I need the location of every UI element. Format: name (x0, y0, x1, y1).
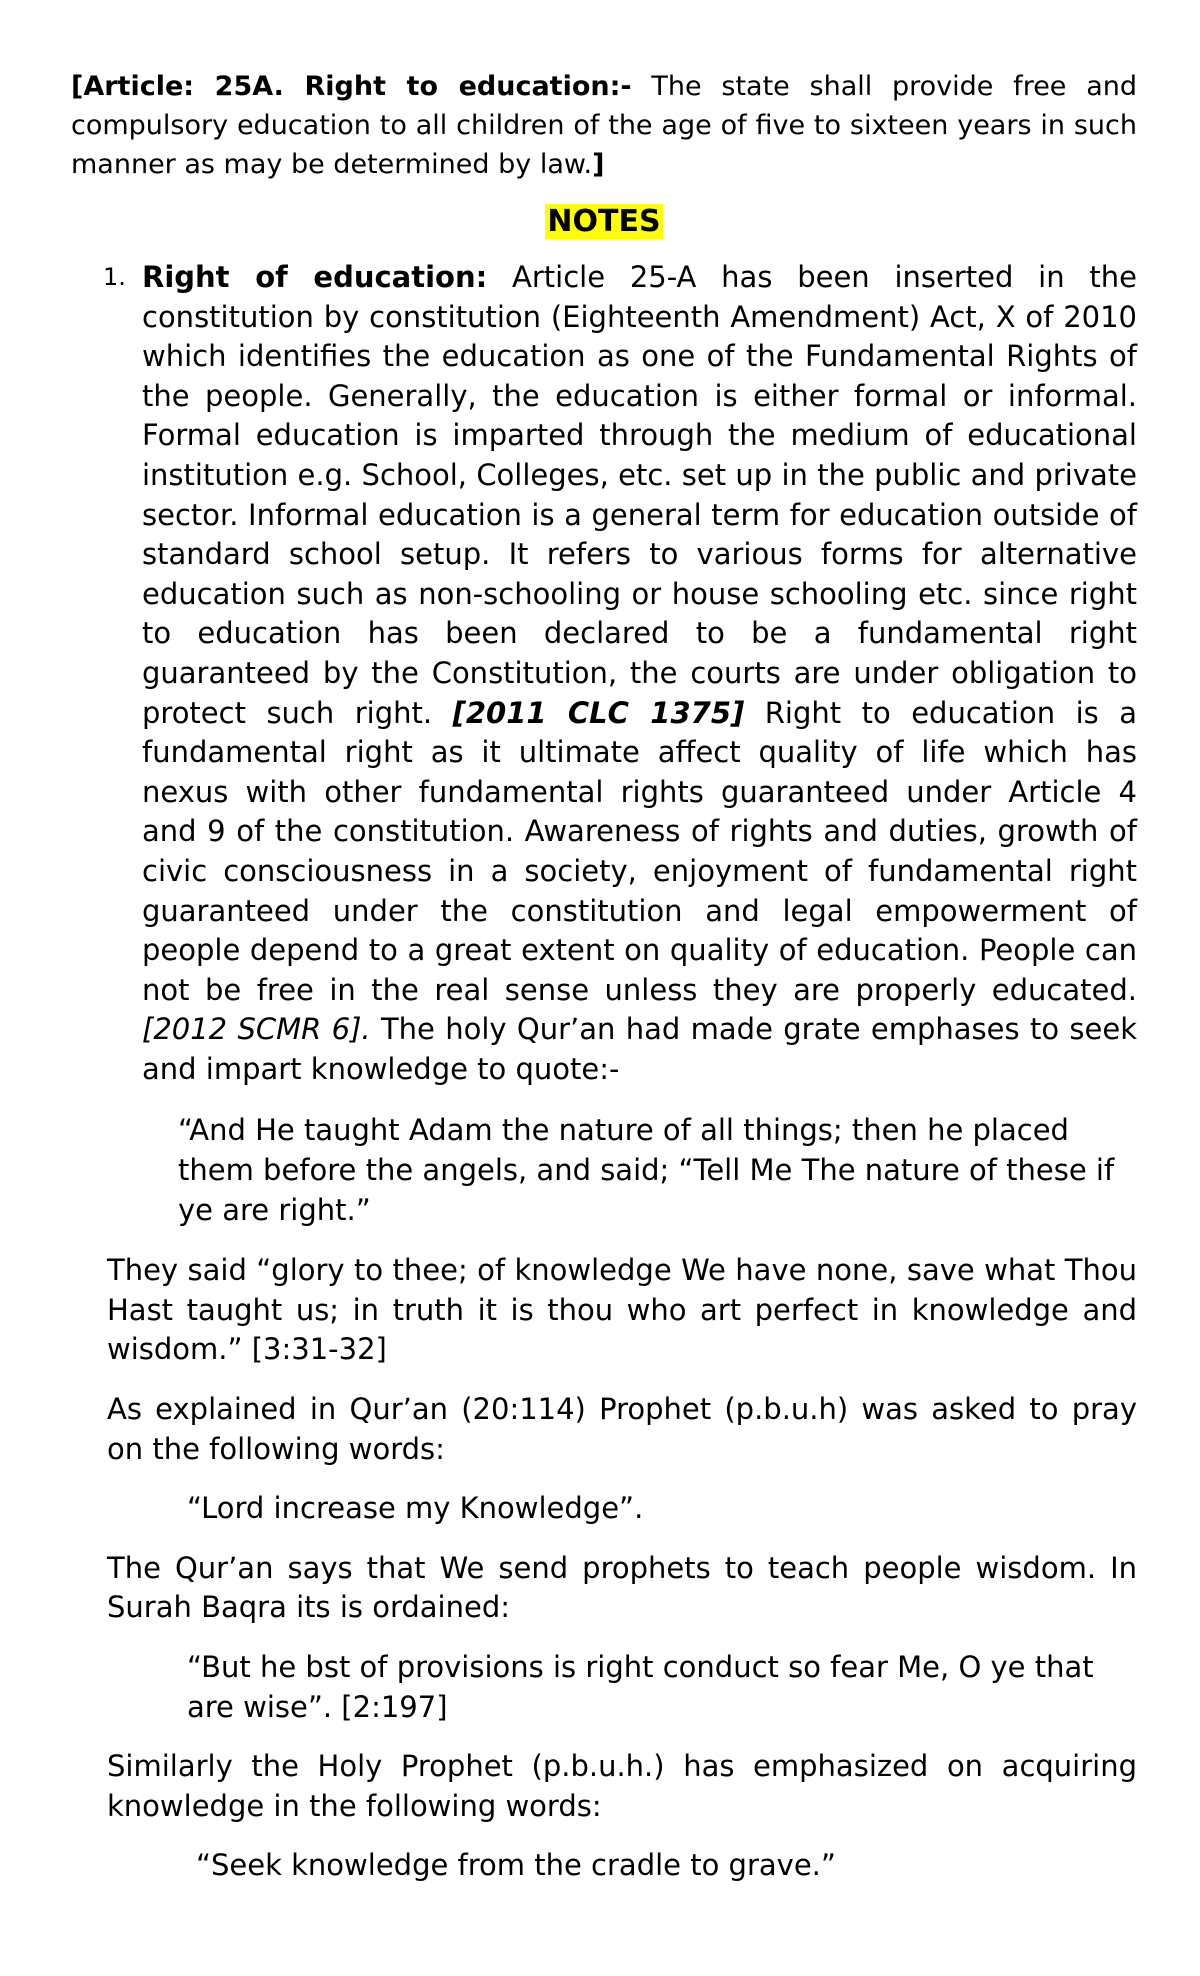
paragraph-holy-prophet: Similarly the Holy Prophet (p.b.u.h.) has emphasized on acquiring knowledge in the following words: (107, 1749, 1137, 1823)
note-text-1: Article 25-A has been inserted in the constitution by constitution (Eighteenth Amendment) Act, X of 2010 which identifies the education as one of the Fundamental Rights of the people. Generally, the education is either formal or informal. Formal education is imparted through the medium of educational institution e.g. School, Colleges, etc. set up in the public and private sector. Informal education is a general term for education outside of standard school setup. It refers to various forms for alternative education such as non-schooling or house schooling etc. since right to education has been declared to be a fundamental right guaranteed by the Constitution, the courts are under obligation to protect such right. (142, 260, 1137, 730)
paragraph-prayer: As explained in Qur’an (20:114) Prophet (p.b.u.h) was asked to pray on the following words: (107, 1392, 1137, 1466)
note-item-1 (71, 258, 1137, 1089)
article-text: The state shall provide free and compulsory education to all children of the age of five to sixteen years in such manner as may be determined by law. (71, 71, 1137, 180)
paragraph-prophets-wisdom: The Qur’an says that We send prophets to teach people wisdom. In Surah Baqra its is ordained: (107, 1550, 1137, 1625)
paragraph-glory: They said “glory to thee; of knowledge We have none, save what Thou Hast taught us; in truth it is thou who art perfect in knowledge and wisdom.” [3:31-32] (107, 1253, 1137, 1367)
article-heading: Article: 25A. Right to education:- (83, 71, 632, 102)
note-number: 1. (103, 263, 126, 291)
notes-heading: NOTES (547, 204, 661, 239)
citation-2012-scmr: [2012 SCMR 6]. (142, 1012, 371, 1047)
citation-2011-clc: [2011 CLC 1375] (452, 695, 745, 730)
quote-lord-increase: “Lord increase my Knowledge”. (187, 1491, 644, 1526)
article-close-bracket: ] (592, 149, 605, 180)
note-heading: Right of education: (142, 260, 488, 294)
quote-cradle-to-grave: “Seek knowledge from the cradle to grave.” (196, 1848, 836, 1883)
note-text-3: The holy Qur’an had made grate emphases to seek and impart knowledge to quote:- (142, 1012, 1137, 1086)
note-text-2: Right to education is a fundamental right as it ultimate affect quality of life which has nexus with other fundamental rights guaranteed under Article 4 and 9 of the constitution. Awareness of rights and duties, growth of civic consciousness in a society, enjoyment of fundamental right guaranteed under the constitution and legal empowerment of people depend to a great extent on quality of education. People can not be free in the real sense unless they are properly educated. (142, 695, 1137, 1007)
article-25a (71, 67, 1137, 184)
article-open-bracket: [ (71, 71, 84, 102)
quote-adam: “And He taught Adam the nature of all things; then he placed them before the angels, and said; “Tell Me The nature of these if ye are right.” (178, 1113, 1115, 1227)
notes-heading-wrap (71, 200, 1137, 248)
quote-provisions: “But he bst of provisions is right conduct so fear Me, O ye that are wise”. [2:197] (187, 1650, 1094, 1724)
